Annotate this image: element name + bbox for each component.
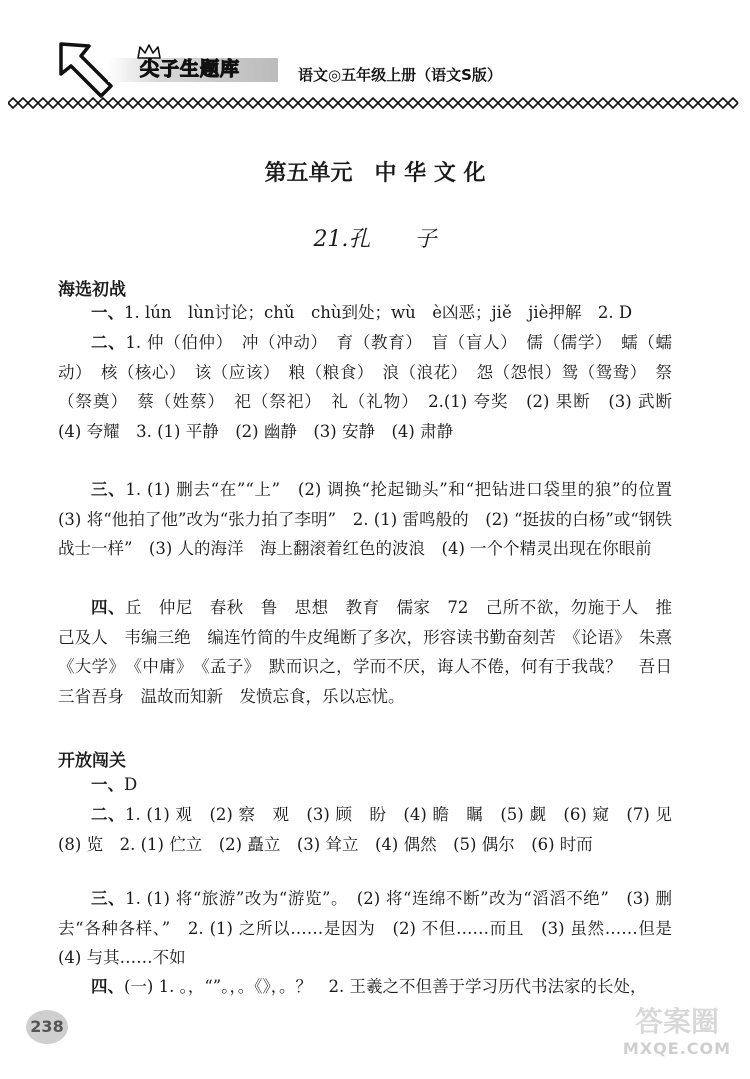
answer-text: D [124,775,138,794]
zigzag-divider [8,96,742,110]
answer-paragraph [58,475,689,564]
page-header [0,0,750,115]
item-number: 四、 [91,977,124,996]
page-number: 238 [26,1010,68,1044]
watermark-logo: 答案圈 [634,1005,719,1038]
answer-text: 丘 仲尼 春秋 鲁 思想 教育 儒家 72 己所不欲，勿施于人 推己及人 韦编三绝 编连竹简的牛皮绳断了多次，形容读书勤奋刻苦 《论语》 朱熹 《大学》 《中庸》 《孟子》 默而识之，学而不厌，诲人不倦，何有于我哉？ 吾日三省吾身 温故而知新 发愤忘食，乐以忘忧。 [58,598,689,706]
answer-paragraph [58,593,689,711]
watermark [612,1005,742,1058]
lesson-title: 21.孔 子 [313,227,437,252]
answer-paragraph [58,328,689,446]
unit-title: 第五单元 中 华 文 化 [264,161,486,186]
item-number: 四、 [91,598,125,617]
section-heading: 海选初战 [58,280,126,300]
answer-paragraph [58,972,672,1002]
item-number: 一、 [91,303,124,322]
item-number: 三、 [91,480,126,499]
item-number: 二、 [91,333,126,352]
answer-paragraph [58,298,672,328]
answer-text: 1. lún lùn讨论；chǔ chù到处；wù è凶恶；jiě jiè押解 2. D [124,303,633,322]
answer-text: 1. 仲（伯仲） 冲（冲动） 育（教育） 盲（盲人） 儒（儒学） 蠕（蠕动） 核（核心） 该（应该） 粮（粮食） 浪（浪花） 怨（怨恨）鸳（鸳鸯） 祭（祭奠） 蔡（姓蔡） 祀（祭祀） 礼（礼物） 2.(1) 夸奖 (2) 果断 (3) 武断 (4) 夸耀 3. (1) 平静 (2) 幽静 (3) 安静 (4) 肃静 [58,333,689,441]
item-number: 一、 [91,775,124,794]
answer-text: 1. (1) 观 (2) 察 观 (3) 顾 盼 (4) 瞻 瞩 (5) 觑 (6) 窥 (7) 见 (8) 览 2. (1) 伫立 (2) 矗立 (3) 耸立 (4) 偶然 (5) 偶尔 (6) 时而 [58,805,689,854]
section-heading: 开放闯关 [58,751,126,771]
item-number: 二、 [91,805,125,824]
arrow-logo-icon [55,40,113,100]
answer-text: 1. (1) 将“旅游”改为“游览”。 (2) 将“连绵不断”改为“滔滔不绝” (3) 删去“各种各样、” 2. (1) 之所以……是因为 (2) 不但……而且 (3) 虽然……但是 (4) 与其……不如 [58,889,689,967]
answer-text: (一) 1. 。，“”。，。《》，。？ 2. 王羲之不但善于学习历代书法家的长处， [124,977,647,996]
answer-text: 1. (1) 删去“在”“上” (2) 调换“抡起锄头”和“把钻进口袋里的狼”的位置 (3) 将“他拍了他”改为“张力拍了李明” 2. (1) 雷鸣般的 (2) “挺拔的白杨”或“钢铁战士一样” (3) 人的海洋 海上翻滚着红色的波浪 (4) 一个个精灵出现在你眼前 [58,480,689,558]
answer-paragraph [58,770,672,800]
answer-paragraph [58,800,689,859]
watermark-url: MXQE.COM [622,1039,732,1058]
item-number: 三、 [91,889,126,908]
book-info: 语文◎五年级上册（语文S版） [298,66,502,84]
answer-paragraph [58,884,689,973]
brand-logo-text: 尖子生题库 [140,58,241,80]
